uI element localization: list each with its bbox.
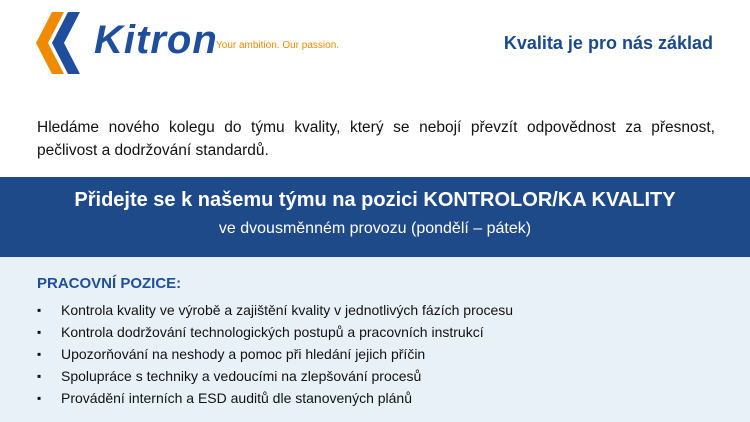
positions-section bbox=[0, 257, 750, 422]
list-item bbox=[37, 343, 513, 365]
duty-text: Kontrola kvality ve výrobě a zajištění kvality v jednotlivých fázích procesu bbox=[61, 302, 514, 318]
bullet-icon: ▪ bbox=[37, 347, 42, 361]
position-banner bbox=[0, 177, 750, 257]
banner-subtitle: ve dvousměnném provozu (pondělí – pátek) bbox=[218, 220, 532, 237]
brand-name: Kitron bbox=[94, 18, 218, 62]
bullet-icon: ▪ bbox=[37, 369, 42, 383]
list-item bbox=[37, 387, 513, 409]
positions-title: PRACOVNÍ POZICE: bbox=[37, 275, 182, 292]
header bbox=[0, 0, 750, 90]
bullet-icon: ▪ bbox=[37, 325, 42, 339]
banner-title: Přidejte se k našemu týmu na pozici KONTROLOR/KA KVALITY bbox=[74, 189, 676, 211]
duty-text: Upozorňování na neshody a pomoc při hledání jejich příčin bbox=[61, 346, 426, 362]
list-item bbox=[37, 299, 513, 321]
duties-list bbox=[37, 299, 513, 409]
duty-text: Kontrola dodržování technologických postupů a pracovních instrukcí bbox=[61, 324, 484, 340]
brand-tagline: Your ambition. Our passion. bbox=[216, 40, 340, 51]
list-item bbox=[37, 321, 513, 343]
duty-text: Spolupráce s techniky a vedoucími na zlepšování procesů bbox=[61, 368, 422, 384]
bullet-icon: ▪ bbox=[37, 303, 42, 317]
bullet-icon: ▪ bbox=[37, 391, 42, 405]
intro-text: Hledáme nového kolegu do týmu kvality, který se nebojí převzít odpovědnost za přesnost, pečlivost a dodržování standardů. bbox=[37, 119, 715, 159]
duty-text: Provádění interních a ESD auditů dle stanovených plánů bbox=[61, 390, 413, 406]
kitron-logo-icon bbox=[34, 12, 90, 74]
slogan: Kvalita je pro nás základ bbox=[503, 33, 713, 53]
list-item bbox=[37, 365, 513, 387]
